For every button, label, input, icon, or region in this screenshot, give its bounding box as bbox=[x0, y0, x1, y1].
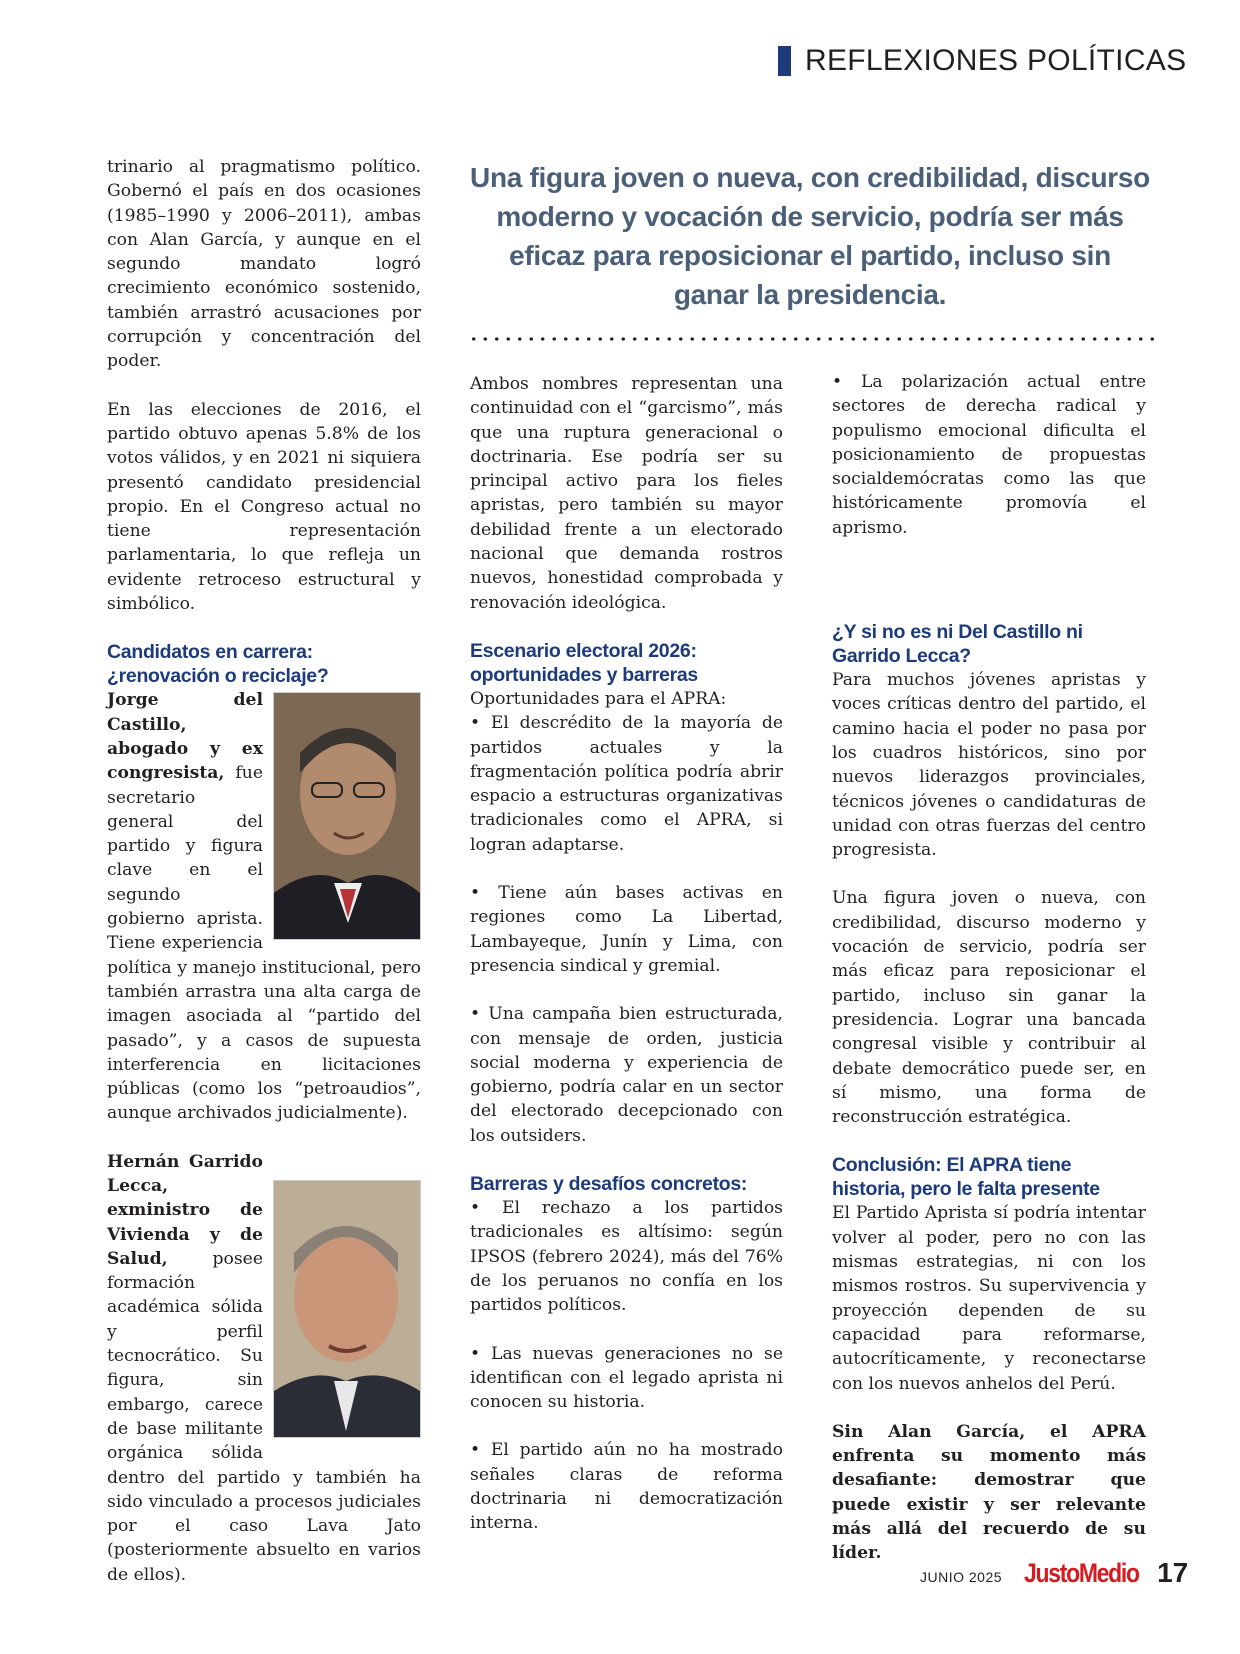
portrait-image bbox=[274, 1181, 420, 1437]
paragraph: En las elecciones de 2016, el partido obtuvo apenas 5.8% de los votos válidos, y en 2021 ni siquiera presentó candidato presidencial propio. En el Congreso actual no tiene representación parlamentaria, lo que refleja un evidente retroceso estructural y simbólico. bbox=[107, 399, 421, 615]
subheading: Escenario electoral 2026: oportunidades y barreras bbox=[470, 639, 698, 686]
section-title: REFLEXIONES POLÍTICAS bbox=[805, 44, 1187, 77]
bullet-item: • El descrédito de la mayoría de partidos actuales y la fragmentación política podría abrir espacio a estructuras organizativas tradicionales como el APRA, si logran adaptarse. bbox=[470, 713, 783, 855]
closing-statement: Sin Alan García, el APRA enfrenta su momento más desafiante: demostrar que puede existir y ser relevante más allá del recuerdo de su líder. bbox=[832, 1421, 1146, 1564]
bullet-item: • El rechazo a los partidos tradicionales es altísimo: según IPSOS (febrero 2024), más del 76% de los peruanos no confía en los partidos políticos. bbox=[470, 1198, 783, 1316]
page-footer bbox=[920, 1557, 1188, 1589]
subheading: Conclusión: El APRA tiene historia, pero le falta presente bbox=[832, 1154, 1100, 1201]
photo-jorge-del-castillo bbox=[273, 692, 421, 940]
column-1 bbox=[107, 155, 421, 1587]
paragraph: Para muchos jóvenes apristas y voces críticas dentro del partido, el camino hacia el poder no pasa por los cuadros históricos, sino por nuevos liderazgos provinciales, técnicos jóvenes o candidaturas de unidad con otras fuerzas del centro progresista. bbox=[832, 670, 1146, 861]
bullet-item: • Una campaña bien estructurada, con mensaje de orden, justicia social moderna y experiencia de gobierno, podría calar en un sector del electorado decepcionado con los outsiders. bbox=[470, 1004, 783, 1146]
bullet-item: • Las nuevas generaciones no se identifican con el legado aprista ni conocen su historia. bbox=[470, 1343, 783, 1413]
candidate-name: Jorge del Castillo, abogado y ex congresista, bbox=[107, 690, 263, 784]
bullet-item: • Tiene aún bases activas en regiones como La Libertad, Lambayeque, Junín y Lima, con presencia sindical y gremial. bbox=[470, 883, 783, 976]
subheading: Candidatos en carrera: ¿renovación o reciclaje? bbox=[107, 641, 329, 688]
issue-date: JUNIO 2025 bbox=[920, 1569, 1003, 1585]
column-3 bbox=[832, 370, 1146, 1566]
dotted-divider bbox=[468, 337, 1156, 341]
page-number: 17 bbox=[1157, 1557, 1189, 1588]
candidate-description: posee formación académica sólida y perfil tecnocrático. Su figura, sin embargo, carece de base militante orgánica sólida dentro del partido y también ha sido vinculado a procesos judiciales por el caso Lava Jato (posteriormente absuelto en varios de ellos). bbox=[107, 1248, 421, 1585]
magazine-logo: JustoMedio bbox=[1024, 1558, 1139, 1588]
section-bar bbox=[778, 46, 791, 76]
portrait-image bbox=[274, 693, 420, 939]
photo-hernan-garrido-lecca bbox=[273, 1180, 421, 1438]
paragraph: Oportunidades para el APRA: bbox=[470, 688, 727, 709]
paragraph: El Partido Aprista sí podría intentar volver al poder, pero no con las mismas estrategias, ni con los mismos rostros. Su supervivencia y proyección dependen de su capacidad para reformarse, autocríticamente, y reconectarse con los nuevos anhelos del Perú. bbox=[832, 1203, 1146, 1394]
section-header bbox=[778, 44, 1186, 78]
candidate-name: Hernán Garrido Lecca, exministro de Vivienda y de Salud, bbox=[107, 1151, 263, 1269]
column-2 bbox=[470, 372, 783, 1536]
paragraph: Ambos nombres representan una continuidad con el “garcismo”, más que una ruptura generacional o doctrinaria. Ese podría ser su principal activo para los fieles apristas, pero también su mayor debilidad frente a un electorado nacional que demanda rostros nuevos, honestidad comprobada y renovación ideológica. bbox=[470, 374, 783, 613]
pull-quote: Una figura joven o nueva, con credibilidad, discurso moderno y vocación de servicio, podría ser más eficaz para reposicionar el partido, incluso sin ganar la presidencia. bbox=[470, 162, 1150, 310]
paragraph: trinario al pragmatismo político. Gobernó el país en dos ocasiones (1985–1990 y 2006–2011), ambas con Alan García, y aunque en el segundo mandato logró crecimiento económico sostenido, también arrastró acusaciones por corrupción y concentración del poder. bbox=[107, 157, 421, 372]
bullet-item: • El partido aún no ha mostrado señales claras de reforma doctrinaria ni democratización interna. bbox=[470, 1440, 783, 1534]
candidate-description: fue secretario general del partido y figura clave en el segundo gobierno aprista. Tiene experiencia política y manejo institucional, pero también arrastra una alta carga de imagen asociada al “partido del pasado”, y a casos de supuesta interferencia en licitaciones públicas (como los “petroaudios”, aunque archivados judicialmente). bbox=[107, 763, 421, 1124]
paragraph: Una figura joven o nueva, con credibilidad, discurso moderno y vocación de servicio, podría ser más eficaz para reposicionar el partido, incluso sin ganar la presidencia. Lograr una bancada congresal visible y contribuir al debate democrático puede ser, en sí mismo, una forma de reconstrucción estratégica. bbox=[832, 888, 1146, 1128]
bullet-item: • La polarización actual entre sectores de derecha radical y populismo emocional dificulta el posicionamiento de propuestas socialdemócratas como las que históricamente promovía el aprismo. bbox=[832, 372, 1146, 538]
subheading: ¿Y si no es ni Del Castillo ni Garrido Lecca? bbox=[832, 621, 1083, 668]
subheading: Barreras y desafíos concretos: bbox=[470, 1173, 748, 1196]
